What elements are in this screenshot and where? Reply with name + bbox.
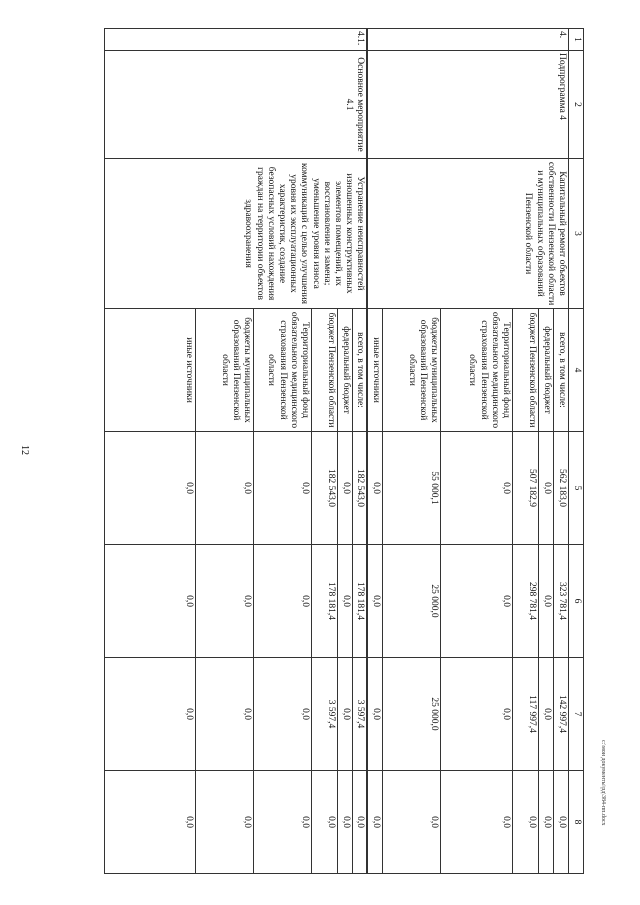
- header-cell: 1: [569, 29, 584, 51]
- value-cell: 0,0: [254, 771, 312, 874]
- value-cell: 0,0: [368, 432, 383, 545]
- value-cell: 323 781,4: [554, 545, 569, 658]
- header-cell: 6: [569, 545, 584, 658]
- program-name: Основное мероприятие 4.1: [105, 51, 368, 159]
- value-cell: 3 597,4: [353, 658, 368, 771]
- value-cell: 298 781,4: [513, 545, 539, 658]
- value-cell: 3 597,4: [312, 658, 338, 771]
- value-cell: 0,0: [368, 658, 383, 771]
- value-cell: 0,0: [441, 771, 513, 874]
- funding-source: федеральный бюджет: [539, 309, 554, 432]
- value-cell: 0,0: [254, 432, 312, 545]
- value-cell: 0,0: [338, 432, 353, 545]
- header-cell: 3: [569, 159, 584, 309]
- value-cell: 117 997,4: [513, 658, 539, 771]
- value-cell: 0,0: [368, 771, 383, 874]
- value-cell: 0,0: [254, 658, 312, 771]
- value-cell: 0,0: [312, 771, 338, 874]
- funding-source: бюджеты муниципальных образований Пензенской области: [196, 309, 254, 432]
- header-cell: 4: [569, 309, 584, 432]
- funding-source: федеральный бюджет: [338, 309, 353, 432]
- value-cell: 0,0: [513, 771, 539, 874]
- value-cell: 182 543,0: [353, 432, 368, 545]
- table-row: [353, 29, 368, 874]
- value-cell: 0,0: [539, 771, 554, 874]
- value-cell: 562 183,0: [554, 432, 569, 545]
- value-cell: 0,0: [368, 545, 383, 658]
- value-cell: 0,0: [196, 658, 254, 771]
- funding-source: бюджет Пензенской области: [513, 309, 539, 432]
- value-cell: 0,0: [441, 658, 513, 771]
- funding-source: бюджеты муниципальных образований Пензенской области: [383, 309, 441, 432]
- rotated-page: [104, 28, 584, 873]
- value-cell: 55 000,1: [383, 432, 441, 545]
- value-cell: 0,0: [105, 658, 196, 771]
- value-cell: 0,0: [383, 771, 441, 874]
- header-cell: 7: [569, 658, 584, 771]
- page-number: 12: [19, 445, 30, 455]
- value-cell: 0,0: [196, 771, 254, 874]
- value-cell: 507 182,9: [513, 432, 539, 545]
- value-cell: 0,0: [554, 771, 569, 874]
- value-cell: 25 000,0: [383, 658, 441, 771]
- header-cell: 2: [569, 51, 584, 159]
- value-cell: 178 181,4: [312, 545, 338, 658]
- value-cell: 0,0: [105, 545, 196, 658]
- funding-source: всего, в том числе:: [353, 309, 368, 432]
- value-cell: 0,0: [254, 545, 312, 658]
- value-cell: 0,0: [539, 658, 554, 771]
- value-cell: 0,0: [105, 432, 196, 545]
- value-cell: 0,0: [441, 545, 513, 658]
- table-row: [554, 29, 569, 874]
- header-cell: 5: [569, 432, 584, 545]
- program-name: Подпрограмма 4: [368, 51, 569, 159]
- value-cell: 0,0: [353, 771, 368, 874]
- value-cell: 142 997,4: [554, 658, 569, 771]
- row-number: 4.1.: [105, 29, 368, 51]
- value-cell: 182 543,0: [312, 432, 338, 545]
- funding-source: бюджет Пензенской области: [312, 309, 338, 432]
- value-cell: 0,0: [338, 658, 353, 771]
- program-description: Устранение неисправностей изношенных конструктивных элементов помещений, их восстановление и замена; уменьшение уровня износа коммуникаций с целью улучшения уровня их эксплуатационных характеристик, создание безопасных условий нахождения граждан на территории объектов здравоохранения: [105, 159, 368, 309]
- value-cell: 25 000,0: [383, 545, 441, 658]
- funding-source: Территориальный фонд обязательного медицинского страхования Пензенской области: [441, 309, 513, 432]
- header-cell: 8: [569, 771, 584, 874]
- value-cell: 0,0: [196, 545, 254, 658]
- header-row: [569, 29, 584, 874]
- value-cell: 0,0: [105, 771, 196, 874]
- program-description: Капитальный ремонт объектов собственности Пензенской области и муниципальных образований Пензенской области: [368, 159, 569, 309]
- file-path-footer: c:\мои документы\рд\384-пп.docx: [600, 740, 606, 826]
- funding-source: иные источники: [105, 309, 196, 432]
- value-cell: 0,0: [539, 545, 554, 658]
- value-cell: 0,0: [196, 432, 254, 545]
- budget-table: [104, 28, 584, 874]
- value-cell: 178 181,4: [353, 545, 368, 658]
- row-number: 4.: [368, 29, 569, 51]
- funding-source: всего, в том числе:: [554, 309, 569, 432]
- value-cell: 0,0: [441, 432, 513, 545]
- value-cell: 0,0: [338, 771, 353, 874]
- funding-source: иные источники: [368, 309, 383, 432]
- value-cell: 0,0: [539, 432, 554, 545]
- value-cell: 0,0: [338, 545, 353, 658]
- funding-source: Территориальный фонд обязательного медицинского страхования Пензенской области: [254, 309, 312, 432]
